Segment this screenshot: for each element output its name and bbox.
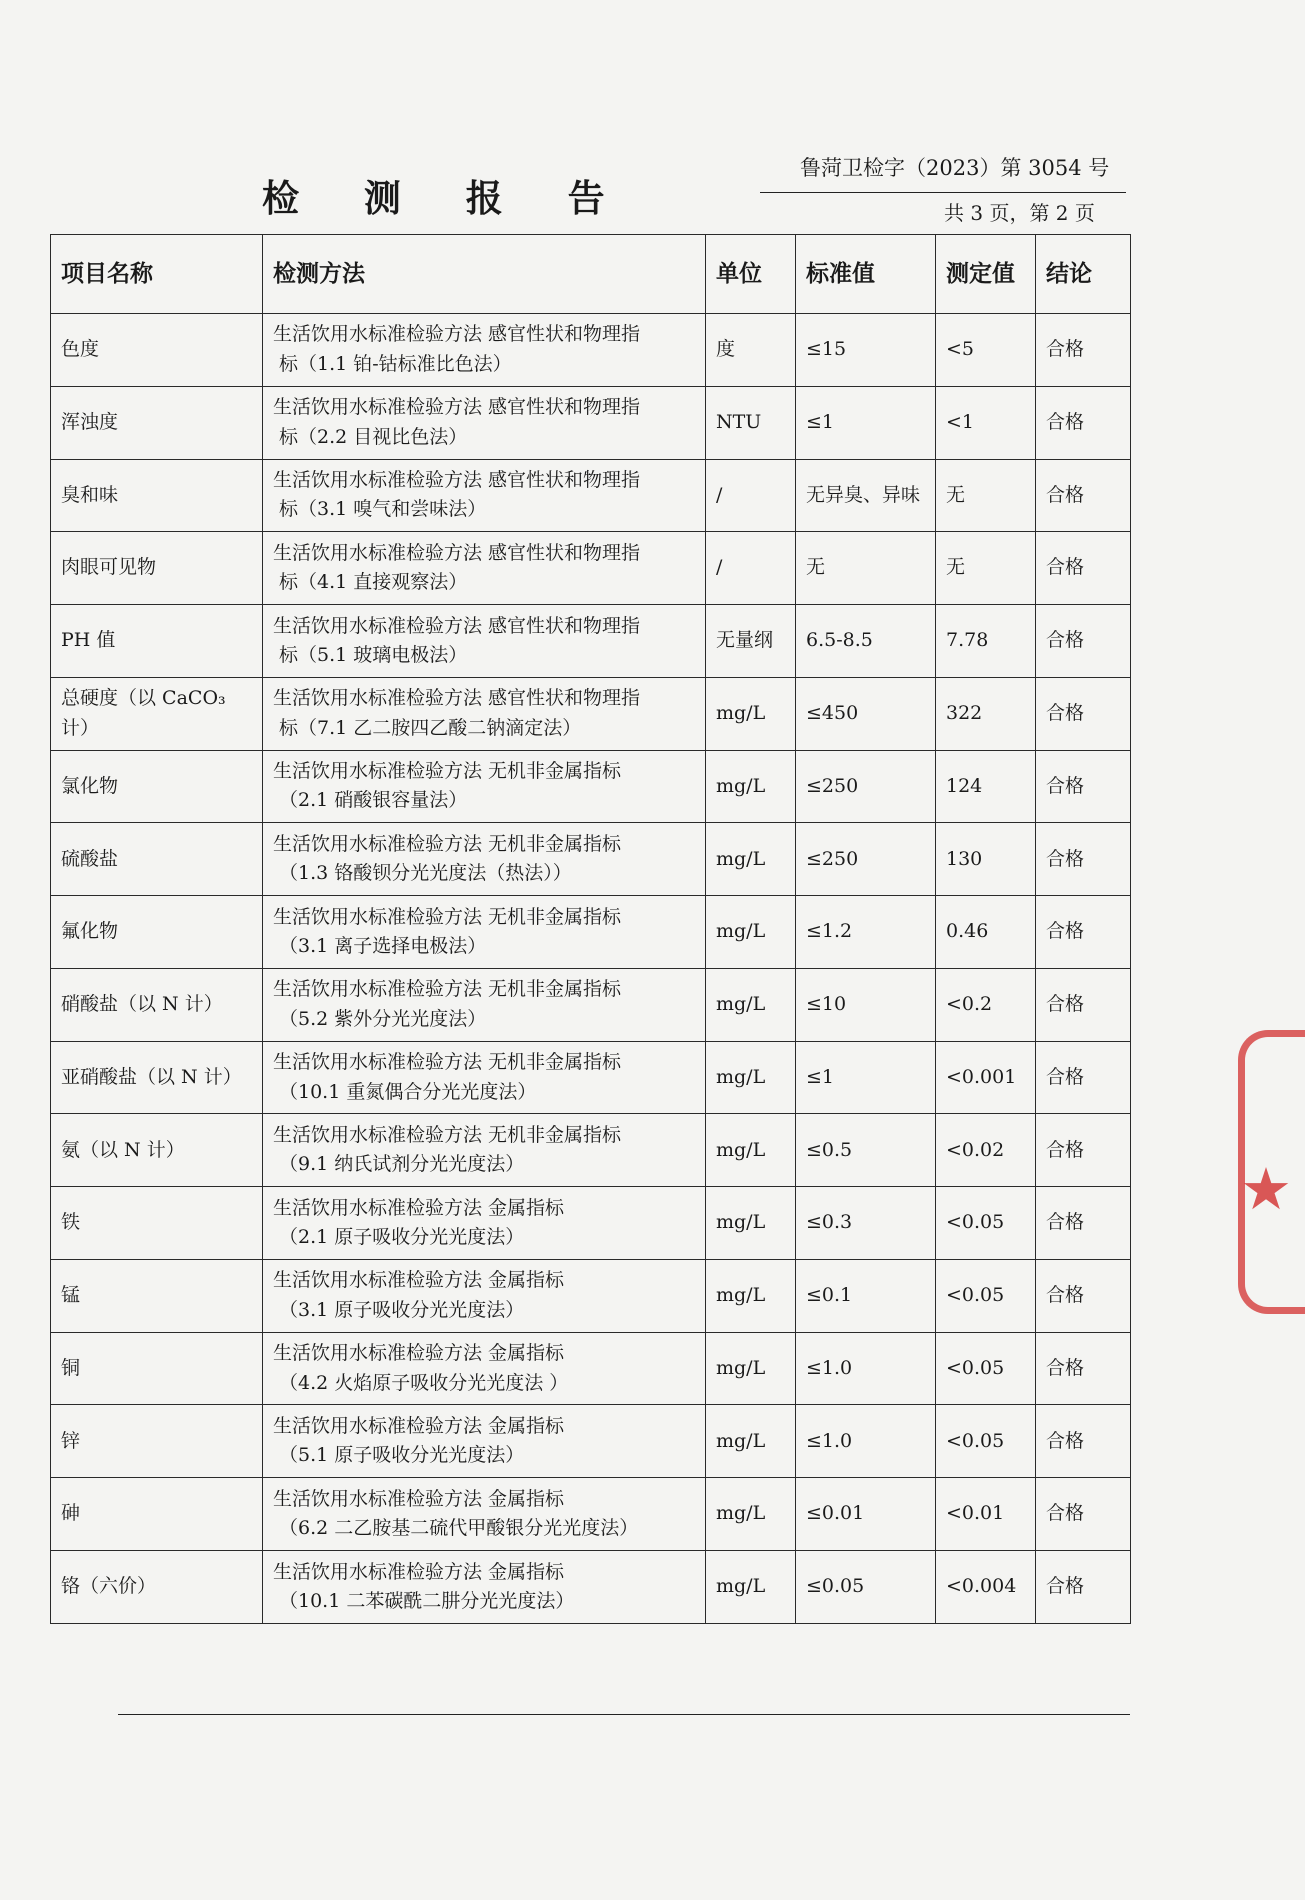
item-name-cell: 总硬度（以 CaCO₃计） xyxy=(51,677,263,750)
method-cell xyxy=(263,314,706,387)
unit-cell: mg/L xyxy=(706,750,796,823)
item-name-cell: 臭和味 xyxy=(51,459,263,532)
item-name-cell: 氨（以 N 计） xyxy=(51,1114,263,1187)
table-row xyxy=(51,1405,1131,1478)
unit-cell: 度 xyxy=(706,314,796,387)
result-cell: 合格 xyxy=(1036,1041,1131,1114)
method-cell xyxy=(263,1405,706,1478)
result-cell: 合格 xyxy=(1036,1405,1131,1478)
table-row xyxy=(51,968,1131,1041)
table-header-row xyxy=(51,235,1131,314)
result-cell: 合格 xyxy=(1036,1551,1131,1624)
item-name-cell: 锌 xyxy=(51,1405,263,1478)
method-cell xyxy=(263,896,706,969)
method-line-2: （10.1 重氮偶合分光光度法） xyxy=(279,1080,537,1103)
measured-value-cell: 0.46 xyxy=(936,896,1036,969)
method-line-1: 生活饮用水标准检验方法 金属指标 xyxy=(273,1414,565,1437)
item-name-cell: PH 值 xyxy=(51,605,263,678)
measured-value-cell: <0.2 xyxy=(936,968,1036,1041)
measured-value-cell: <0.01 xyxy=(936,1478,1036,1551)
measured-value-cell: 7.78 xyxy=(936,605,1036,678)
standard-value-cell: ≤450 xyxy=(796,677,936,750)
method-line-1: 生活饮用水标准检验方法 金属指标 xyxy=(273,1487,565,1510)
standard-value-cell: ≤10 xyxy=(796,968,936,1041)
table-row xyxy=(51,750,1131,823)
table-row xyxy=(51,677,1131,750)
method-line-2: 标（3.1 嗅气和尝味法） xyxy=(279,498,487,521)
standard-value-cell: ≤1.0 xyxy=(796,1405,936,1478)
standard-value-cell: ≤1.2 xyxy=(796,896,936,969)
method-cell xyxy=(263,386,706,459)
unit-cell: 无量纲 xyxy=(706,605,796,678)
method-cell xyxy=(263,1259,706,1332)
method-cell xyxy=(263,532,706,605)
method-line-1: 生活饮用水标准检验方法 感官性状和物理指 xyxy=(273,396,641,419)
method-line-1: 生活饮用水标准检验方法 金属指标 xyxy=(273,1560,565,1583)
method-line-2: （4.2 火焰原子吸收分光光度法 ） xyxy=(279,1371,569,1394)
unit-cell: mg/L xyxy=(706,1041,796,1114)
measured-value-cell: 130 xyxy=(936,823,1036,896)
method-cell xyxy=(263,1114,706,1187)
measured-value-cell: 无 xyxy=(936,532,1036,605)
table-row xyxy=(51,314,1131,387)
result-cell: 合格 xyxy=(1036,677,1131,750)
item-name-cell: 铁 xyxy=(51,1187,263,1260)
standard-value-cell: ≤15 xyxy=(796,314,936,387)
standard-value-cell: 无 xyxy=(796,532,936,605)
result-cell: 合格 xyxy=(1036,532,1131,605)
unit-cell: / xyxy=(706,532,796,605)
method-line-2: （5.1 原子吸收分光光度法） xyxy=(279,1444,525,1467)
item-name-cell: 铜 xyxy=(51,1332,263,1405)
method-cell xyxy=(263,1187,706,1260)
method-line-1: 生活饮用水标准检验方法 感官性状和物理指 xyxy=(273,323,641,346)
column-header-method: 检测方法 xyxy=(263,235,706,314)
method-line-2: 标（7.1 乙二胺四乙酸二钠滴定法） xyxy=(279,716,582,739)
item-name-cell: 锰 xyxy=(51,1259,263,1332)
method-cell xyxy=(263,823,706,896)
item-name-cell: 硫酸盐 xyxy=(51,823,263,896)
method-line-1: 生活饮用水标准检验方法 感官性状和物理指 xyxy=(273,687,641,710)
measured-value-cell: <0.02 xyxy=(936,1114,1036,1187)
unit-cell: / xyxy=(706,459,796,532)
standard-value-cell: ≤0.01 xyxy=(796,1478,936,1551)
measured-value-cell: <0.001 xyxy=(936,1041,1036,1114)
unit-cell: mg/L xyxy=(706,1551,796,1624)
table-row xyxy=(51,1551,1131,1624)
column-header-measured: 测定值 xyxy=(936,235,1036,314)
unit-cell: mg/L xyxy=(706,896,796,969)
measured-value-cell: <0.05 xyxy=(936,1187,1036,1260)
measured-value-cell: 无 xyxy=(936,459,1036,532)
unit-cell: mg/L xyxy=(706,1114,796,1187)
standard-value-cell: ≤250 xyxy=(796,823,936,896)
report-title: 检 测 报 告 xyxy=(262,176,631,220)
method-line-2: （1.3 铬酸钡分光光度法（热法）） xyxy=(279,862,572,885)
result-cell: 合格 xyxy=(1036,386,1131,459)
table-row xyxy=(51,1478,1131,1551)
method-line-1: 生活饮用水标准检验方法 金属指标 xyxy=(273,1342,565,1365)
method-line-2: （5.2 紫外分光光度法） xyxy=(279,1007,487,1030)
page-indicator: 共 3 页，第 2 页 xyxy=(944,201,1095,225)
footer-rule xyxy=(118,1714,1130,1715)
item-name-cell: 氟化物 xyxy=(51,896,263,969)
result-cell: 合格 xyxy=(1036,1332,1131,1405)
result-cell: 合格 xyxy=(1036,1114,1131,1187)
table-row xyxy=(51,1187,1131,1260)
method-line-2: （6.2 二乙胺基二硫代甲酸银分光光度法） xyxy=(279,1517,639,1540)
method-line-1: 生活饮用水标准检验方法 金属指标 xyxy=(273,1269,565,1292)
result-cell: 合格 xyxy=(1036,896,1131,969)
table-row xyxy=(51,532,1131,605)
method-line-1: 生活饮用水标准检验方法 无机非金属指标 xyxy=(273,760,622,783)
method-line-2: （3.1 离子选择电极法） xyxy=(279,935,487,957)
unit-cell: mg/L xyxy=(706,1187,796,1260)
result-cell: 合格 xyxy=(1036,605,1131,678)
measured-value-cell: <0.004 xyxy=(936,1551,1036,1624)
table-body xyxy=(51,314,1131,1624)
standard-value-cell: ≤0.05 xyxy=(796,1551,936,1624)
item-name-cell: 砷 xyxy=(51,1478,263,1551)
table-row xyxy=(51,459,1131,532)
standard-value-cell: ≤250 xyxy=(796,750,936,823)
method-cell xyxy=(263,1332,706,1405)
report-number: 鲁菏卫检字（2023）第 3054 号 xyxy=(800,156,1110,180)
column-header-result: 结论 xyxy=(1036,235,1131,314)
unit-cell: mg/L xyxy=(706,1478,796,1551)
table-row xyxy=(51,1041,1131,1114)
item-name-cell: 亚硝酸盐（以 N 计） xyxy=(51,1041,263,1114)
result-cell: 合格 xyxy=(1036,1259,1131,1332)
method-line-1: 生活饮用水标准检验方法 感官性状和物理指 xyxy=(273,614,641,637)
standard-value-cell: ≤0.5 xyxy=(796,1114,936,1187)
unit-cell: mg/L xyxy=(706,968,796,1041)
table-row xyxy=(51,386,1131,459)
method-line-2: 标（5.1 玻璃电极法） xyxy=(279,643,468,666)
standard-value-cell: ≤1 xyxy=(796,1041,936,1114)
table-row xyxy=(51,1114,1131,1187)
result-cell: 合格 xyxy=(1036,459,1131,532)
method-line-1: 生活饮用水标准检验方法 无机非金属指标 xyxy=(273,978,622,1001)
method-line-1: 生活饮用水标准检验方法 无机非金属指标 xyxy=(273,832,622,855)
method-line-1: 生活饮用水标准检验方法 无机非金属指标 xyxy=(273,1051,622,1074)
measured-value-cell: <5 xyxy=(936,314,1036,387)
method-line-1: 生活饮用水标准检验方法 感官性状和物理指 xyxy=(273,468,641,491)
method-line-2: 标（2.2 目视比色法） xyxy=(279,425,468,448)
method-line-2: （9.1 纳氏试剂分光光度法） xyxy=(279,1153,525,1176)
result-cell: 合格 xyxy=(1036,823,1131,896)
measured-value-cell: <0.05 xyxy=(936,1259,1036,1332)
measured-value-cell: 322 xyxy=(936,677,1036,750)
item-name-cell: 色度 xyxy=(51,314,263,387)
method-line-1: 生活饮用水标准检验方法 感官性状和物理指 xyxy=(273,541,641,564)
method-line-2: （10.1 二苯碳酰二肼分光光度法） xyxy=(279,1590,575,1612)
unit-cell: mg/L xyxy=(706,1332,796,1405)
item-name-cell: 浑浊度 xyxy=(51,386,263,459)
table-row xyxy=(51,1259,1131,1332)
unit-cell: mg/L xyxy=(706,677,796,750)
standard-value-cell: ≤0.1 xyxy=(796,1259,936,1332)
item-name-cell: 硝酸盐（以 N 计） xyxy=(51,968,263,1041)
test-results-table xyxy=(50,234,1131,1624)
column-header-standard: 标准值 xyxy=(796,235,936,314)
unit-cell: mg/L xyxy=(706,1405,796,1478)
result-cell: 合格 xyxy=(1036,1478,1131,1551)
method-line-2: （2.1 硝酸银容量法） xyxy=(279,789,468,812)
standard-value-cell: ≤1 xyxy=(796,386,936,459)
column-header-item: 项目名称 xyxy=(51,235,263,314)
standard-value-cell: ≤1.0 xyxy=(796,1332,936,1405)
measured-value-cell: <1 xyxy=(936,386,1036,459)
standard-value-cell: 无异臭、异味 xyxy=(796,459,936,532)
table-row xyxy=(51,1332,1131,1405)
table-row xyxy=(51,896,1131,969)
method-cell xyxy=(263,1041,706,1114)
item-name-cell: 铬（六价） xyxy=(51,1551,263,1624)
standard-value-cell: 6.5-8.5 xyxy=(796,605,936,678)
seal-star-icon: ★ xyxy=(1240,1155,1292,1223)
method-line-2: （3.1 原子吸收分光光度法） xyxy=(279,1298,525,1321)
method-cell xyxy=(263,968,706,1041)
unit-cell: mg/L xyxy=(706,823,796,896)
result-cell: 合格 xyxy=(1036,750,1131,823)
unit-cell: NTU xyxy=(706,386,796,459)
method-line-2: 标（4.1 直接观察法） xyxy=(279,571,468,594)
method-line-1: 生活饮用水标准检验方法 金属指标 xyxy=(273,1196,565,1219)
result-cell: 合格 xyxy=(1036,1187,1131,1260)
method-cell xyxy=(263,1551,706,1624)
method-line-1: 生活饮用水标准检验方法 无机非金属指标 xyxy=(273,1123,622,1146)
method-cell xyxy=(263,677,706,750)
method-line-2: （2.1 原子吸收分光光度法） xyxy=(279,1226,525,1249)
column-header-unit: 单位 xyxy=(706,235,796,314)
result-cell: 合格 xyxy=(1036,314,1131,387)
header-rule xyxy=(760,192,1126,193)
result-cell: 合格 xyxy=(1036,968,1131,1041)
measured-value-cell: <0.05 xyxy=(936,1405,1036,1478)
method-line-1: 生活饮用水标准检验方法 无机非金属指标 xyxy=(273,905,622,928)
item-name-cell: 肉眼可见物 xyxy=(51,532,263,605)
unit-cell: mg/L xyxy=(706,1259,796,1332)
method-cell xyxy=(263,459,706,532)
measured-value-cell: 124 xyxy=(936,750,1036,823)
method-cell xyxy=(263,605,706,678)
method-cell xyxy=(263,1478,706,1551)
method-line-2: 标（1.1 铂-钴标准比色法） xyxy=(279,352,512,375)
measured-value-cell: <0.05 xyxy=(936,1332,1036,1405)
table-row xyxy=(51,605,1131,678)
method-cell xyxy=(263,750,706,823)
standard-value-cell: ≤0.3 xyxy=(796,1187,936,1260)
table-row xyxy=(51,823,1131,896)
item-name-cell: 氯化物 xyxy=(51,750,263,823)
